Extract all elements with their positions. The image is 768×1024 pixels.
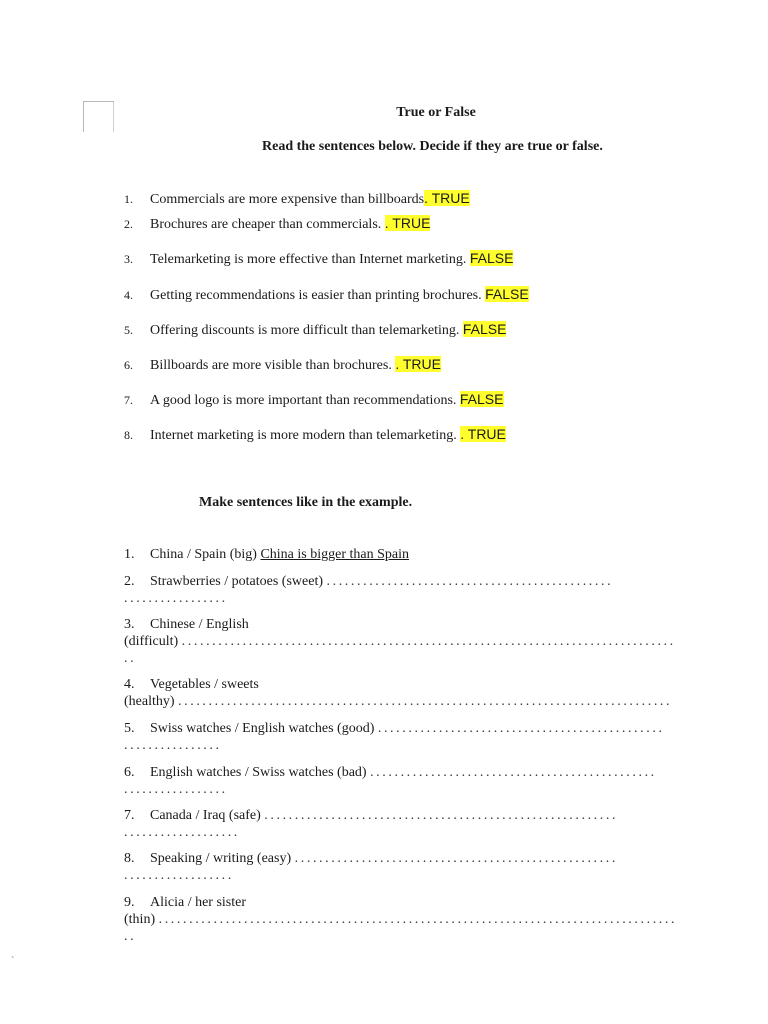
answer-highlight: FALSE <box>459 391 504 407</box>
statement-text: Billboards are more visible than brochures. <box>150 358 396 373</box>
item-number: 1. <box>124 547 135 562</box>
answer-blank-continued[interactable]: ................. <box>124 591 228 606</box>
answer-highlight: . TRUE <box>460 426 506 442</box>
example-answer: China is bigger than Spain <box>260 547 409 562</box>
answer-blank[interactable]: .......................................................... <box>264 808 619 823</box>
exercise-item <box>124 616 700 667</box>
answer-blank[interactable]: ..................................................... <box>294 851 618 866</box>
answer-blank-continued[interactable]: ................ <box>124 738 222 753</box>
answer-blank[interactable]: ............................................... <box>326 574 614 589</box>
answer-highlight: FALSE <box>469 250 514 266</box>
item-number: 5. <box>124 323 133 337</box>
prompt-text: Speaking / writing (easy) <box>150 851 295 866</box>
prompt-text: Vegetables / sweets <box>150 677 259 692</box>
statement-text: A good logo is more important than recommendations. <box>150 393 460 408</box>
answer-blank[interactable]: ................................................................................. <box>181 634 676 649</box>
exercise-item <box>124 573 700 607</box>
item-number: 8. <box>124 428 133 442</box>
answer-blank[interactable]: ............................................... <box>370 765 657 780</box>
answer-highlight: . TRUE <box>395 356 441 372</box>
list-item <box>124 356 441 374</box>
prompt-text: China / Spain (big) <box>150 547 261 562</box>
item-number: 2. <box>124 217 133 231</box>
statement-text: Getting recommendations is easier than printing brochures. <box>150 288 486 303</box>
list-item <box>124 321 506 339</box>
prompt-text: Canada / Iraq (safe) <box>150 808 265 823</box>
answer-blank[interactable]: ............................................... <box>377 721 665 736</box>
answer-blank-continued[interactable]: ................... <box>124 825 240 840</box>
item-number: 6. <box>124 358 133 372</box>
instruction-true-false: Read the sentences below. Decide if they are true or false. <box>262 139 603 154</box>
answer-blank[interactable]: ................................................................................. <box>178 694 673 709</box>
exercise-item <box>124 764 700 798</box>
list-item <box>124 426 506 444</box>
item-number: 5. <box>124 721 135 736</box>
list-item <box>124 250 513 268</box>
answer-highlight: . TRUE <box>424 190 470 206</box>
page-title: True or False <box>396 105 476 120</box>
prompt-text: English watches / Swiss watches (bad) <box>150 765 371 780</box>
prompt-text-2: (healthy) <box>124 694 179 709</box>
exercise-item <box>124 807 700 841</box>
list-item <box>124 215 430 233</box>
prompt-text: Strawberries / potatoes (sweet) <box>150 574 327 589</box>
item-number: 9. <box>124 895 135 910</box>
answer-blank-continued[interactable]: .. <box>124 651 137 666</box>
item-number: 7. <box>124 393 133 407</box>
item-number: 1. <box>124 192 133 206</box>
statement-text: Internet marketing is more modern than telemarketing. <box>150 428 461 443</box>
answer-blank-continued[interactable]: .. <box>124 929 137 944</box>
exercise-item <box>124 850 700 884</box>
item-number: 3. <box>124 617 135 632</box>
item-number: 3. <box>124 252 133 266</box>
answer-blank[interactable]: ..................................................................................... <box>158 912 678 927</box>
statement-text: Telemarketing is more effective than Internet marketing. <box>150 252 470 267</box>
instruction-make-sentences: Make sentences like in the example. <box>199 495 413 510</box>
prompt-text: Swiss watches / English watches (good) <box>150 721 378 736</box>
item-number: 4. <box>124 288 133 302</box>
statement-text: Commercials are more expensive than billboards <box>150 192 425 207</box>
answer-highlight: . TRUE <box>384 215 431 231</box>
exercise-item <box>124 720 700 754</box>
item-number: 8. <box>124 851 135 866</box>
answer-blank-continued[interactable]: .................. <box>124 868 234 883</box>
exercise-item <box>124 894 700 945</box>
item-number: 6. <box>124 765 135 780</box>
exercise-item <box>124 676 700 710</box>
list-item <box>124 391 504 409</box>
stray-mark: ` <box>11 956 15 967</box>
list-item <box>124 286 529 304</box>
answer-highlight: FALSE <box>462 321 507 337</box>
answer-highlight: FALSE <box>485 286 529 302</box>
prompt-text-2: (difficult) <box>124 634 182 649</box>
item-number: 7. <box>124 808 135 823</box>
item-number: 2. <box>124 574 135 589</box>
statement-text: Brochures are cheaper than commercials. <box>150 217 385 232</box>
example-item <box>124 546 700 563</box>
prompt-text-2: (thin) <box>124 912 159 927</box>
list-item <box>124 190 470 208</box>
statement-text: Offering discounts is more difficult than telemarketing. <box>150 323 463 338</box>
prompt-text: Alicia / her sister <box>150 895 247 910</box>
answer-blank-continued[interactable]: ................. <box>124 782 228 797</box>
item-number: 4. <box>124 677 135 692</box>
prompt-text: Chinese / English <box>150 617 249 632</box>
